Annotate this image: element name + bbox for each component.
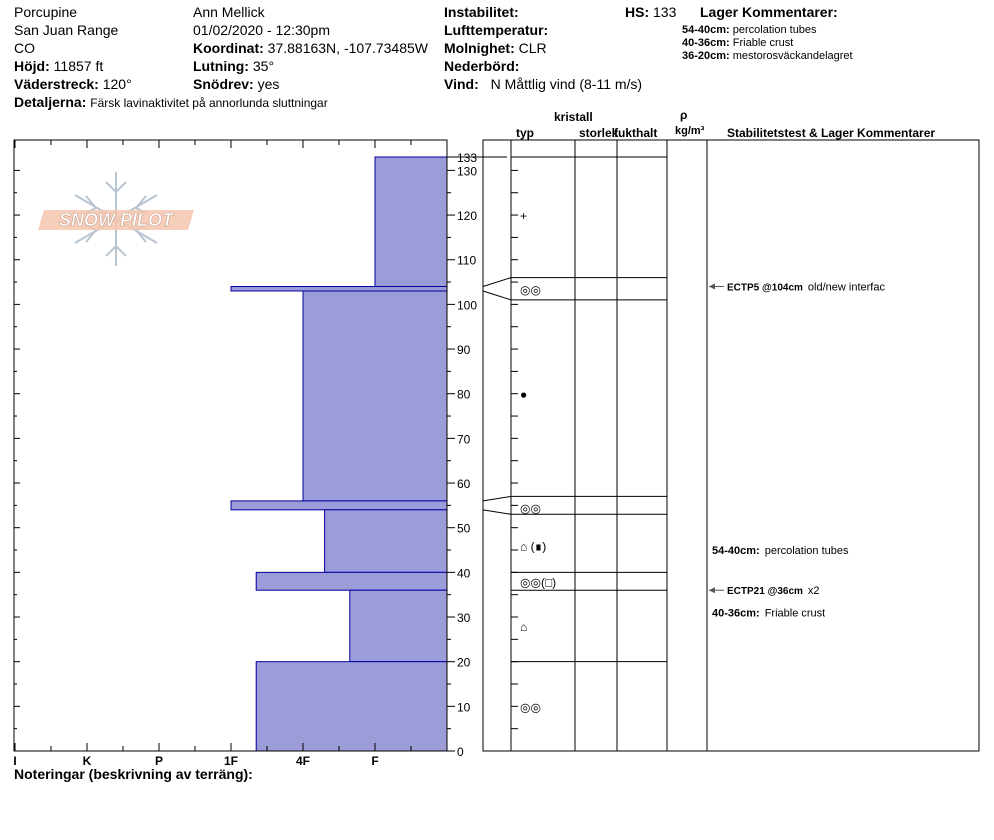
hardness-tick-label: I (13, 754, 17, 768)
depth-tick-label: 10 (457, 700, 471, 715)
drift-label: Snödrev: (193, 76, 254, 92)
range: San Juan Range (14, 22, 119, 38)
precip-label: Nederbörd: (444, 58, 520, 74)
boundary-connector (483, 496, 511, 500)
notes-label: Noteringar (beskrivning av terräng): (14, 766, 253, 782)
column-size: storlek (579, 126, 619, 140)
hs-tick-label: 133 (457, 151, 478, 165)
layer-comment-range: 36-20cm: (682, 50, 730, 62)
hardness-layer (256, 662, 447, 751)
test-comment: old/new interfac (807, 281, 885, 294)
hardness-tick-label: 4F (295, 754, 311, 768)
table-frame (483, 140, 979, 751)
hs-label: HS: (625, 4, 650, 20)
side-comment-range: 40-36cm: (712, 607, 760, 620)
details-label: Detaljerna: (14, 94, 87, 110)
hardness-layer (231, 501, 447, 510)
coordinate-value: 37.88163N, -107.73485W (267, 40, 428, 56)
depth-tick-label: 0 (457, 745, 464, 759)
depth-tick-label: 30 (457, 611, 471, 626)
aspect-label: Väderstreck: (14, 76, 99, 92)
column-rho: ρ (680, 108, 688, 122)
depth-tick-label: 60 (457, 477, 471, 492)
boundary-connector (483, 278, 511, 287)
test-comment: x2 (807, 585, 820, 598)
crystal-symbol: ⌂ (∎) (520, 539, 547, 554)
layer-comment-text: percolation tubes (732, 24, 817, 36)
depth-tick-label: 120 (457, 209, 478, 224)
crystal-symbol: ◎◎(□) (520, 575, 557, 590)
side-comment-range: 54-40cm: (712, 545, 760, 558)
hardness-tick-label: F (371, 754, 379, 768)
boundary-connector (483, 510, 511, 514)
depth-tick-label: 110 (457, 253, 477, 268)
airtemp-label: Lufttemperatur: (444, 22, 549, 38)
column-type: typ (516, 126, 534, 140)
snowpilot-logo (38, 172, 194, 266)
layer-comment-text: mestorosväckandelagret (732, 50, 853, 62)
side-comment (712, 545, 849, 557)
crystal-symbol: ● (520, 387, 528, 402)
test-arrow-head (709, 284, 715, 290)
column-stability: Stabilitetstest & Lager Kommentarer (727, 126, 936, 140)
depth-tick-label: 50 (457, 521, 471, 536)
aspect-value: 120° (102, 76, 132, 92)
stability-test (727, 282, 885, 294)
observer: Ann Mellick (193, 4, 265, 20)
depth-tick-label: 130 (457, 164, 478, 179)
depth-tick-label: 40 (457, 566, 471, 581)
hardness-tick-label: K (82, 754, 92, 768)
hs-value: 133 (653, 4, 677, 20)
column-moisture: fukthalt (614, 126, 658, 140)
boundary-connector (483, 291, 511, 300)
hardness-tick-label: P (154, 754, 164, 768)
hardness-layer (231, 287, 447, 291)
depth-tick-label: 80 (457, 387, 471, 402)
hardness-layer (303, 291, 447, 501)
crystal-symbol: ◎◎ (520, 501, 541, 516)
layer-comment-text: Friable crust (732, 37, 794, 49)
elevation-value: 11857 ft (53, 58, 104, 74)
state: CO (14, 40, 35, 56)
slope-value: 35° (252, 58, 275, 74)
wind-label: Vind: (444, 76, 479, 92)
column-crystal: kristall (554, 110, 593, 124)
elevation-label: Höjd: (14, 58, 50, 74)
wind-value: N Måttlig vind (8-11 m/s) (490, 76, 643, 92)
layer-comment-range: 54-40cm: (682, 24, 730, 36)
location: Porcupine (14, 4, 78, 20)
hardness-layer (325, 510, 447, 573)
side-comment-text: percolation tubes (764, 545, 849, 558)
logo-text: SNOW PILOT (59, 210, 173, 230)
drift-value: yes (257, 76, 280, 92)
crystal-symbol: ◎◎ (520, 700, 541, 715)
hardness-tick-label: 1F (223, 754, 239, 768)
hardness-layer (375, 157, 447, 287)
datetime: 01/02/2020 - 12:30pm (193, 22, 330, 38)
instability-label: Instabilitet: (444, 4, 519, 20)
depth-tick-label: 70 (457, 432, 471, 447)
depth-tick-label: 90 (457, 343, 471, 358)
sky-label: Molnighet: (444, 40, 515, 56)
stability-test (727, 585, 820, 597)
crystal-symbol: ⌂ (520, 619, 528, 634)
crystal-symbol: + (520, 209, 528, 224)
layer-comment-range: 40-36cm: (682, 37, 730, 49)
column-density-unit: kg/m³ (675, 125, 705, 137)
sky-value: CLR (518, 40, 547, 56)
depth-tick-label: 20 (457, 655, 471, 670)
coordinate-label: Koordinat: (193, 40, 264, 56)
side-comment-text: Friable crust (764, 607, 826, 620)
test-label: ECTP21 @36cm (727, 586, 803, 598)
test-label: ECTP5 @104cm (727, 282, 803, 294)
details-value: Färsk lavinaktivitet på annorlunda sluttningar (90, 96, 328, 110)
slope-label: Lutning: (193, 58, 249, 74)
crystal-symbol: ◎◎ (520, 282, 541, 297)
hardness-layer (350, 590, 447, 661)
layer-comments-title: Lager Kommentarer: (700, 4, 838, 20)
side-comment (712, 608, 825, 620)
depth-tick-label: 100 (457, 298, 478, 313)
test-arrow-head (709, 587, 715, 593)
hardness-layer (256, 572, 447, 590)
